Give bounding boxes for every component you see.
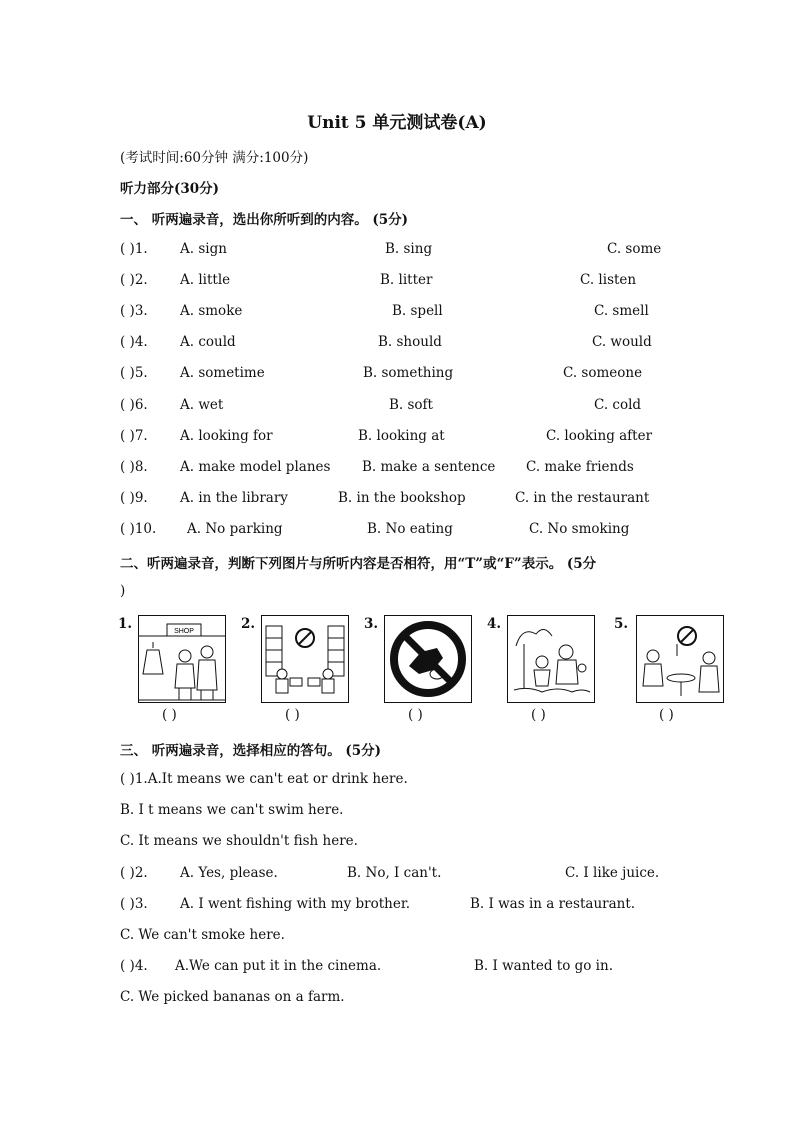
pic2-answer-box[interactable]: ( ) bbox=[285, 707, 300, 723]
s1-q7-num: ( )7. bbox=[120, 428, 148, 444]
s1-q9-num: ( )9. bbox=[120, 490, 148, 506]
s3-q2-c: C. I like juice. bbox=[565, 865, 660, 881]
s1-q3-b: B. spell bbox=[392, 303, 443, 319]
s3-q1-b: B. I t means we can't swim here. bbox=[120, 802, 344, 818]
s1-q1-b: B. sing bbox=[385, 241, 433, 257]
pic2-library-scene bbox=[261, 615, 349, 703]
pic5-no-smoking-scene bbox=[636, 615, 724, 703]
pic1-number: 1. bbox=[118, 616, 133, 632]
section2-heading: 二、听两遍录音，判断下列图片与所听内容是否相符，用“T”或“F”表示。 (5分 bbox=[120, 556, 597, 572]
pic2-number: 2. bbox=[241, 616, 256, 632]
s3-q4-b: B. I wanted to go in. bbox=[474, 958, 613, 974]
s1-q1-num: ( )1. bbox=[120, 241, 148, 257]
s3-q1-c: C. It means we shouldn't fish here. bbox=[120, 833, 358, 849]
s3-q3-b: B. I was in a restaurant. bbox=[470, 896, 636, 912]
pic1-answer-box[interactable]: ( ) bbox=[162, 707, 177, 723]
s1-q6-b: B. soft bbox=[389, 397, 433, 413]
listening-part-heading: 听力部分(30分) bbox=[120, 181, 220, 197]
s1-q3-a: A. smoke bbox=[180, 303, 243, 319]
s1-q3-c: C. smell bbox=[594, 303, 649, 319]
s1-q8-c: C. make friends bbox=[526, 459, 634, 475]
s1-q5-num: ( )5. bbox=[120, 365, 148, 381]
s1-q8-a: A. make model planes bbox=[180, 459, 331, 475]
s1-q9-a: A. in the library bbox=[180, 490, 288, 506]
page-title: Unit 5 单元测试卷(A) bbox=[307, 113, 487, 133]
svg-text:SHOP: SHOP bbox=[174, 628, 194, 635]
section3-heading: 三、 听两遍录音，选择相应的答句。 (5分) bbox=[120, 743, 382, 759]
s1-q4-c: C. would bbox=[592, 334, 652, 350]
s1-q4-num: ( )4. bbox=[120, 334, 148, 350]
s3-q1-a: ( )1.A.It means we can't eat or drink here. bbox=[120, 771, 408, 787]
s1-q7-c: C. looking after bbox=[546, 428, 653, 444]
s3-q4-num: ( )4. bbox=[120, 958, 148, 974]
s3-q4-a: A.We can put it in the cinema. bbox=[175, 958, 382, 974]
s1-q6-c: C. cold bbox=[594, 397, 642, 413]
s1-q10-c: C. No smoking bbox=[529, 521, 630, 537]
s1-q10-b: B. No eating bbox=[367, 521, 453, 537]
s1-q10-num: ( )10. bbox=[120, 521, 157, 537]
s1-q9-c: C. in the restaurant bbox=[515, 490, 650, 506]
s3-q3-num: ( )3. bbox=[120, 896, 148, 912]
pic1-shop-scene bbox=[138, 615, 226, 703]
s1-q9-b: B. in the bookshop bbox=[338, 490, 466, 506]
pic5-number: 5. bbox=[614, 616, 629, 632]
s1-q3-num: ( )3. bbox=[120, 303, 148, 319]
s1-q2-c: C. listen bbox=[580, 272, 637, 288]
s1-q2-num: ( )2. bbox=[120, 272, 148, 288]
s1-q7-b: B. looking at bbox=[358, 428, 445, 444]
pic4-park-scene bbox=[507, 615, 595, 703]
s1-q4-b: B. should bbox=[378, 334, 442, 350]
s1-q2-a: A. little bbox=[180, 272, 231, 288]
s1-q8-b: B. make a sentence bbox=[362, 459, 496, 475]
s1-q5-b: B. something bbox=[363, 365, 454, 381]
s3-q3-c: C. We can't smoke here. bbox=[120, 927, 285, 943]
pic4-number: 4. bbox=[487, 616, 502, 632]
pic3-no-picking-sign bbox=[384, 615, 472, 703]
s3-q4-c: C. We picked bananas on a farm. bbox=[120, 989, 345, 1005]
s1-q7-a: A. looking for bbox=[180, 428, 273, 444]
pic3-number: 3. bbox=[364, 616, 379, 632]
section2-heading-cont: ) bbox=[120, 583, 126, 599]
s1-q5-c: C. someone bbox=[563, 365, 643, 381]
pic4-answer-box[interactable]: ( ) bbox=[531, 707, 546, 723]
s1-q1-c: C. some bbox=[607, 241, 662, 257]
s1-q2-b: B. litter bbox=[380, 272, 433, 288]
s3-q2-a: A. Yes, please. bbox=[180, 865, 278, 881]
s1-q8-num: ( )8. bbox=[120, 459, 148, 475]
section1-heading: 一、 听两遍录音，选出你所听到的内容。 (5分) bbox=[120, 212, 409, 228]
pic3-answer-box[interactable]: ( ) bbox=[408, 707, 423, 723]
s1-q4-a: A. could bbox=[180, 334, 236, 350]
s1-q6-a: A. wet bbox=[180, 397, 224, 413]
s3-q2-num: ( )2. bbox=[120, 865, 148, 881]
exam-info: (考试时间:60分钟 满分:100分) bbox=[120, 150, 309, 166]
s3-q2-b: B. No, I can't. bbox=[347, 865, 442, 881]
s1-q10-a: A. No parking bbox=[187, 521, 283, 537]
s1-q6-num: ( )6. bbox=[120, 397, 148, 413]
pic5-answer-box[interactable]: ( ) bbox=[659, 707, 674, 723]
s3-q3-a: A. I went fishing with my brother. bbox=[180, 896, 411, 912]
s1-q5-a: A. sometime bbox=[180, 365, 265, 381]
s1-q1-a: A. sign bbox=[180, 241, 227, 257]
